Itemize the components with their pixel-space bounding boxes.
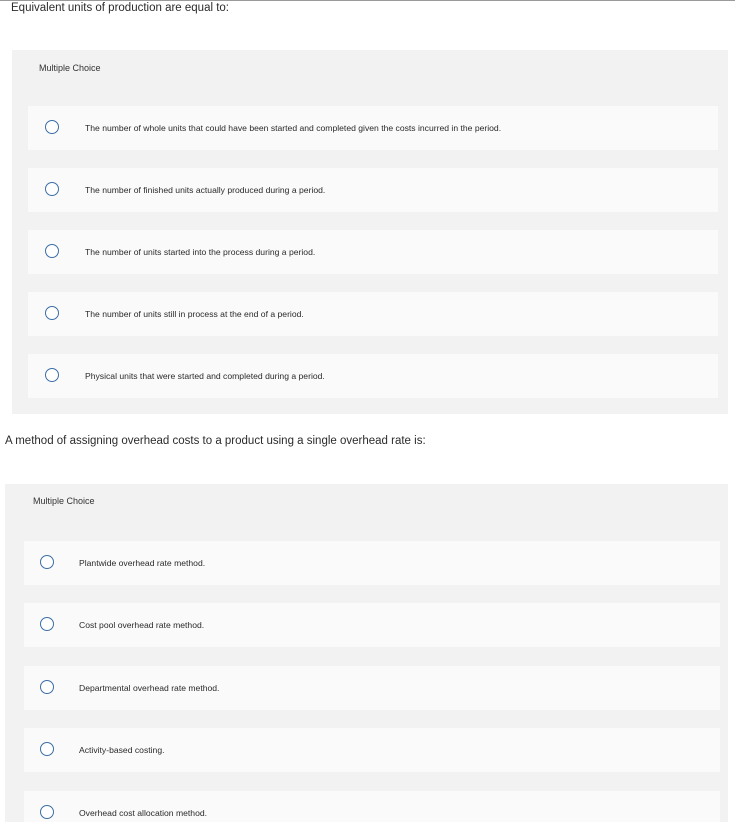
question-2-option-3[interactable] <box>24 666 720 710</box>
radio-button[interactable] <box>45 306 59 320</box>
option-label: Departmental overhead rate method. <box>79 683 220 693</box>
option-label: Physical units that were started and completed during a period. <box>85 371 325 381</box>
question-2-type-label: Multiple Choice <box>33 496 95 506</box>
question-1-prompt: Equivalent units of production are equal to: <box>11 2 230 14</box>
radio-button[interactable] <box>45 120 59 134</box>
radio-button[interactable] <box>40 805 54 819</box>
radio-button[interactable] <box>40 555 54 569</box>
question-1-option-3[interactable] <box>28 230 718 274</box>
radio-button[interactable] <box>40 680 54 694</box>
question-2-panel <box>5 484 728 822</box>
question-1-type-label: Multiple Choice <box>39 63 101 73</box>
option-label: The number of whole units that could have been started and completed given the costs incurred in the period. <box>85 123 502 133</box>
question-2-option-4[interactable] <box>24 728 720 772</box>
question-1-option-5[interactable] <box>28 354 718 398</box>
question-1-option-2[interactable] <box>28 168 718 212</box>
question-2-option-5[interactable] <box>24 791 720 822</box>
option-label: Plantwide overhead rate method. <box>79 558 206 568</box>
radio-button[interactable] <box>40 617 54 631</box>
option-label: Overhead cost allocation method. <box>79 808 208 818</box>
radio-button[interactable] <box>45 182 59 196</box>
question-1-option-1[interactable] <box>28 106 718 150</box>
radio-button[interactable] <box>40 742 54 756</box>
question-2-prompt: A method of assigning overhead costs to a product using a single overhead rate is: <box>5 435 426 447</box>
option-label: The number of units started into the process during a period. <box>85 247 316 257</box>
option-label: Activity-based costing. <box>79 745 165 755</box>
radio-button[interactable] <box>45 368 59 382</box>
option-label: Cost pool overhead rate method. <box>79 620 205 630</box>
top-divider <box>0 0 735 1</box>
question-1-option-4[interactable] <box>28 292 718 336</box>
radio-button[interactable] <box>45 244 59 258</box>
question-1-panel <box>12 50 728 414</box>
option-label: The number of units still in process at the end of a period. <box>85 309 304 319</box>
option-label: The number of finished units actually produced during a period. <box>85 185 326 195</box>
question-2-option-1[interactable] <box>24 541 720 585</box>
question-2-option-2[interactable] <box>24 603 720 647</box>
